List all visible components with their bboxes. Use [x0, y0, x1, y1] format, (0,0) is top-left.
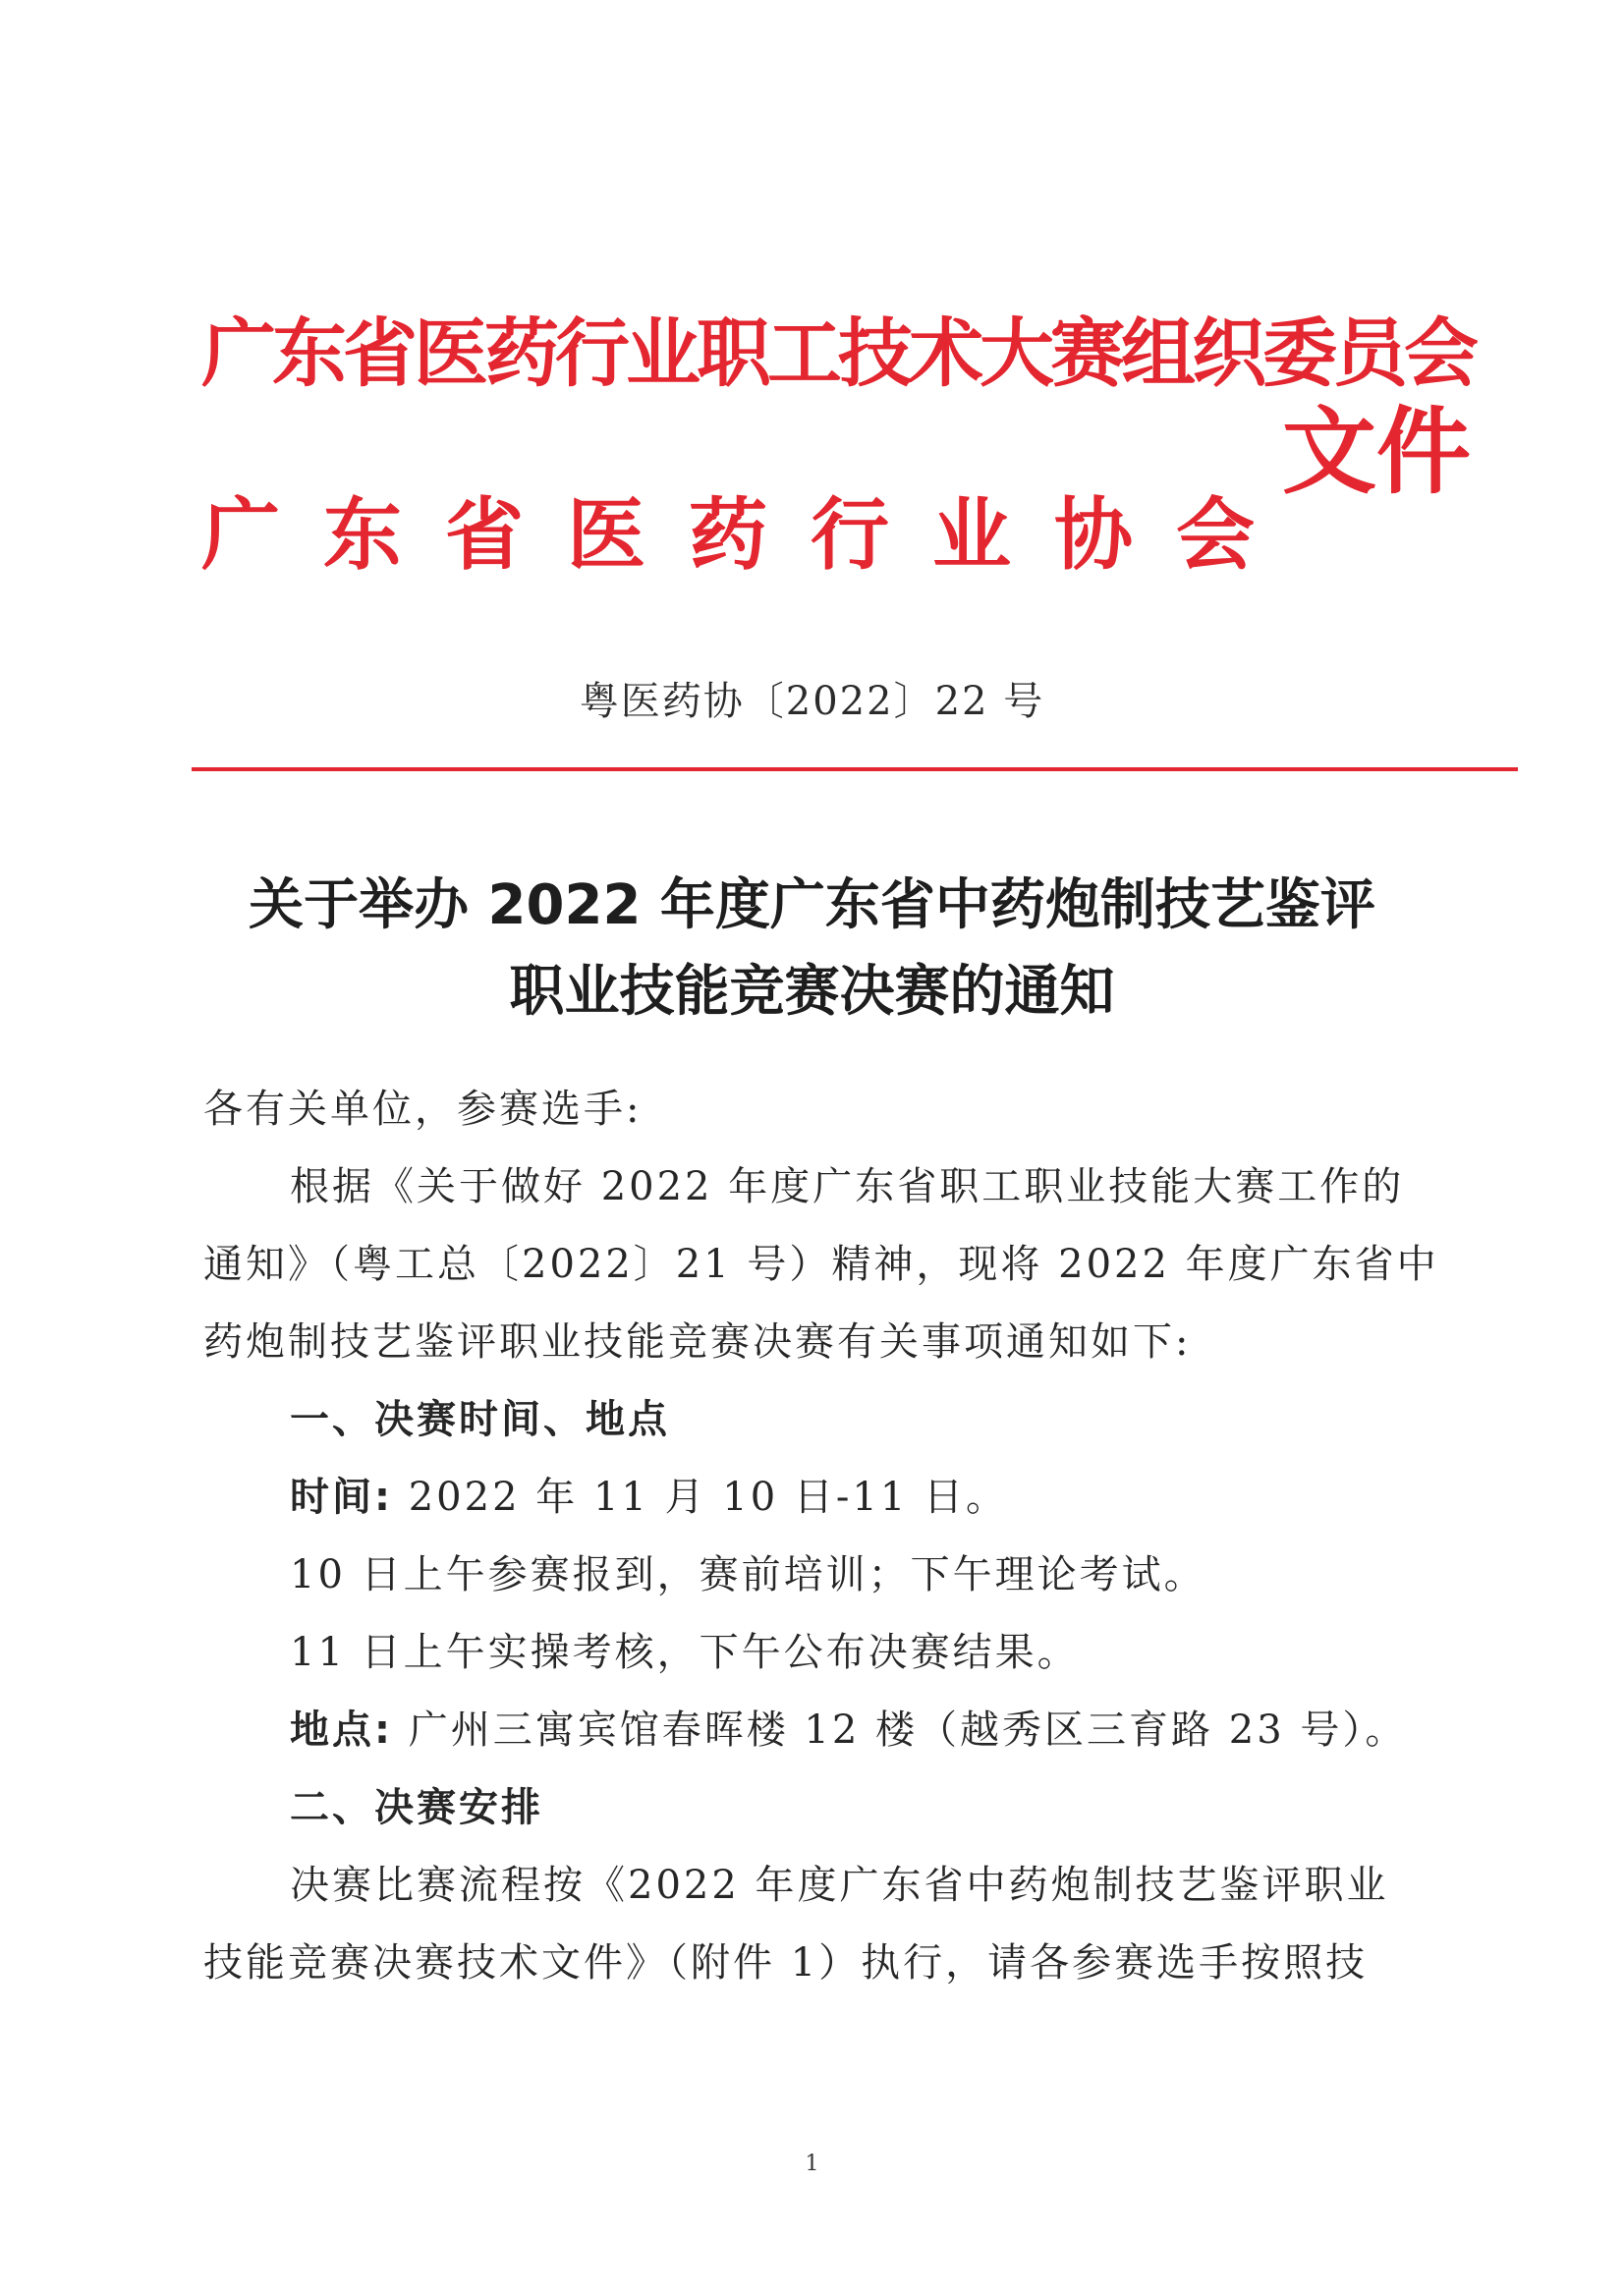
place-value: 广州三寓宾馆春晖楼 12 楼（越秀区三育路 23 号）。 [393, 1707, 1408, 1753]
document-title [0, 863, 1624, 1036]
header-divider-line [192, 767, 1518, 771]
section-1-heading: 一、决赛时间、地点 [290, 1397, 670, 1442]
time-row [203, 1459, 1427, 1537]
document-number: 粤医药协〔2022〕22 号 [579, 679, 1045, 724]
salutation: 各有关单位，参赛选手: [203, 1087, 643, 1132]
header-document-suffix: 文件 [1282, 397, 1471, 507]
title-line-2: 职业技能竞赛决赛的通知 [509, 960, 1115, 1024]
page-number: 1 [805, 2152, 819, 2176]
day10-schedule: 10 日上午参赛报到，赛前培训；下午理论考试。 [290, 1552, 1206, 1597]
intro-paragraph-line: 通知》（粤工总〔2022〕21 号）精神，现将 2022 年度广东省中 [203, 1242, 1439, 1287]
place-label: 地点: [290, 1707, 393, 1753]
time-label: 时间: [290, 1475, 393, 1520]
section-2-heading: 二、决赛安排 [290, 1785, 543, 1830]
intro-paragraph-line: 根据《关于做好 2022 年度广东省职工职业技能大赛工作的 [290, 1164, 1405, 1209]
header-organization-association: 广东省医药行业协会 [201, 489, 1298, 581]
section-2-paragraph-line: 决赛比赛流程按《2022 年度广东省中药炮制技艺鉴评职业 [290, 1863, 1389, 1908]
header-organization-committee: 广东省医药行业职工技术大赛组织委员会 [201, 309, 1475, 397]
intro-paragraph-line: 药炮制技艺鉴评职业技能竞赛决赛有关事项通知如下: [203, 1319, 1192, 1365]
title-line-1: 关于举办 2022 年度广东省中药炮制技艺鉴评 [249, 873, 1375, 937]
section-2-paragraph-line: 技能竞赛决赛技术文件》（附件 1）执行，请各参赛选手按照技 [203, 1940, 1369, 1986]
document-body [203, 1071, 1439, 2002]
place-row [203, 1692, 1427, 1769]
day11-schedule: 11 日上午实操考核，下午公布决赛结果。 [290, 1630, 1080, 1675]
time-value: 2022 年 11 月 10 日-11 日。 [393, 1475, 1009, 1520]
